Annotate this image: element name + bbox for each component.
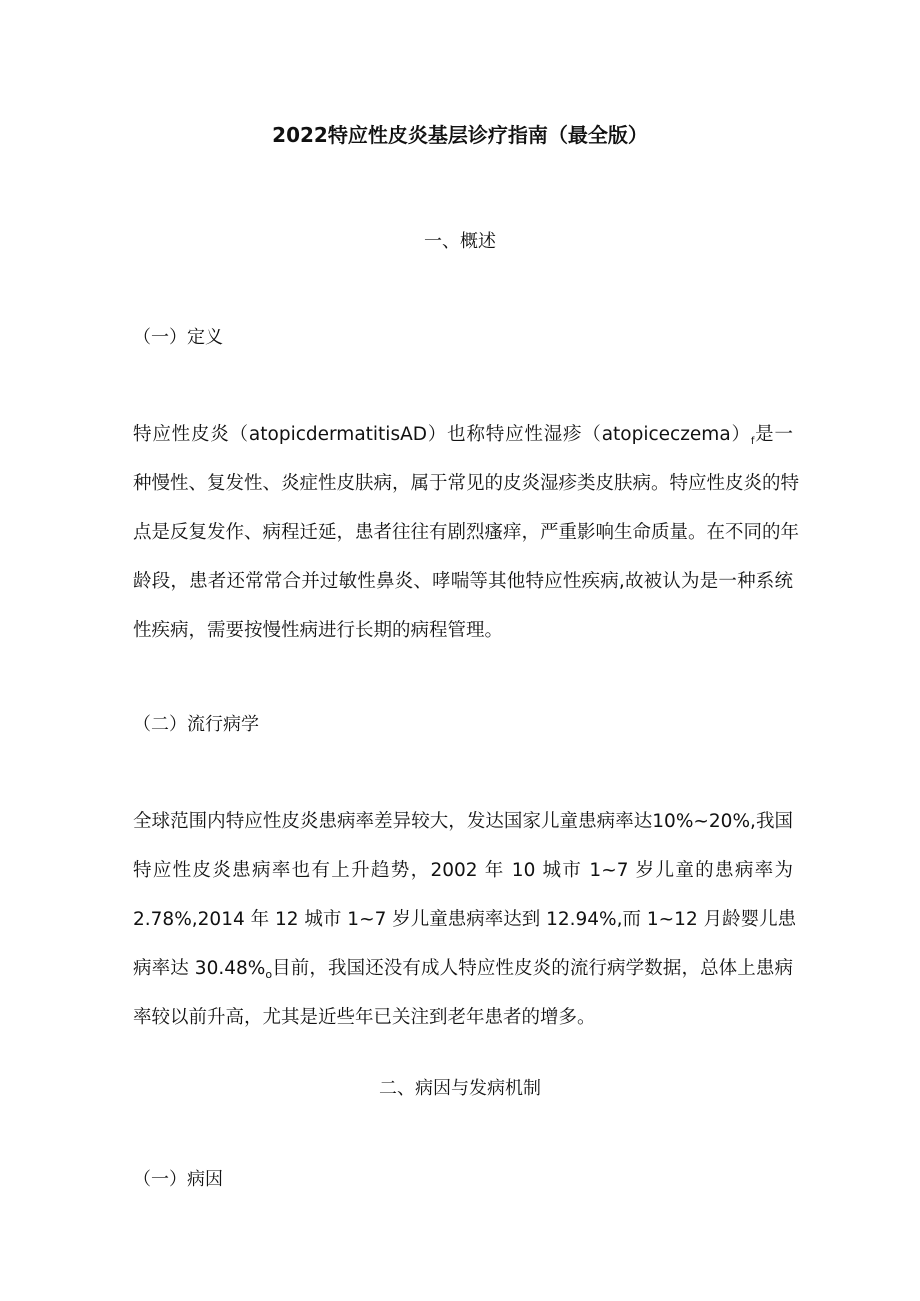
paragraph-line: 2.78%,2014 年 12 城市 1~7 岁儿童患病率达到 12.94%,而 1~12 月龄婴儿患	[133, 909, 797, 930]
paragraph-line: 龄段，患者还常常合并过敏性鼻炎、哮喘等其他特应性疾病,故被认为是一种系统	[133, 571, 793, 592]
paragraph-line: 种慢性、复发性、炎症性皮肤病，属于常见的皮炎湿疹类皮肤病。特应性皮炎的特	[133, 473, 800, 494]
section-heading-overview: 一、概述	[424, 231, 496, 252]
paragraph-line: 特应性皮炎（atopicdermatitisAD）也称特应性湿疹$(atopiceczema)_f$是一	[133, 424, 793, 447]
subsection-heading-etiology: （一）病因	[133, 1169, 223, 1190]
document-title: 2022特应性皮炎基层诊疗指南（最全版）	[272, 123, 648, 147]
paragraph-line: 病率达 $30.48\%_o$目前，我国还没有成人特应性皮炎的流行病学数据，总体上患病	[133, 958, 793, 981]
section-heading-etiology-pathogenesis: 二、病因与发病机制	[379, 1078, 541, 1099]
stray-mark: f	[750, 436, 755, 447]
paragraph-line: 特应性皮炎患病率也有上升趋势，2002 年 10 城市 1~7 岁儿童的患病率为	[133, 860, 793, 881]
subsection-heading-definition: （一）定义	[133, 327, 223, 348]
paragraph-line: 性疾病，需要按慢性病进行长期的病程管理。	[133, 620, 504, 641]
subsection-heading-epidemiology: （二）流行病学	[133, 714, 259, 735]
paragraph-line: 点是反复发作、病程迁延，患者往往有剧烈瘙痒，严重影响生命质量。在不同的年	[133, 522, 800, 543]
paragraph-line: 率较以前升高，尤其是近些年已关注到老年患者的增多。	[133, 1007, 596, 1028]
paragraph-epidemiology	[133, 797, 797, 1042]
paragraph-definition	[133, 410, 800, 655]
paragraph-line: 全球范围内特应性皮炎患病率差异较大，发达国家儿童患病率达10%~20%,我国	[133, 811, 793, 832]
stray-mark: o	[265, 968, 273, 981]
